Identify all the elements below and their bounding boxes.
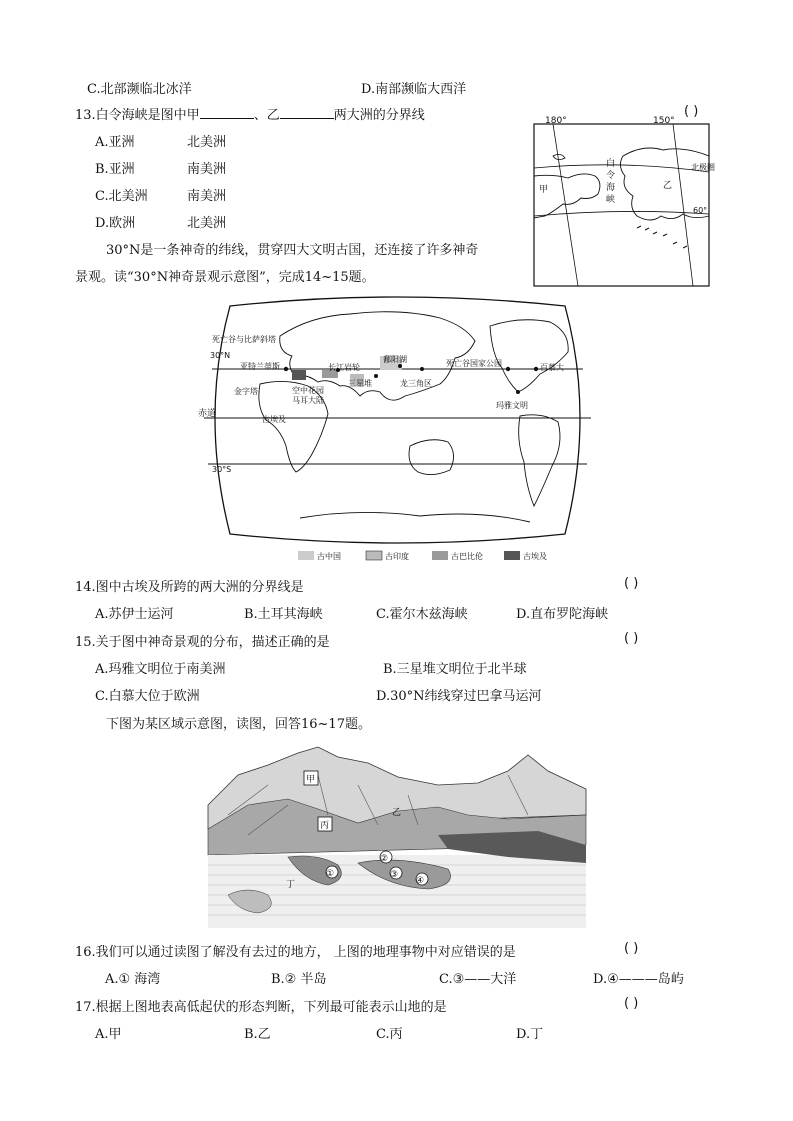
strait-char-2: 令 <box>606 171 616 181</box>
landscape-label-ding: 丁 <box>286 880 296 890</box>
world-30n-map <box>200 296 595 564</box>
q12-option-d: D.南部濒临大西洋 <box>361 82 467 97</box>
bering-strait-map <box>533 116 713 288</box>
legend-india: 古印度 <box>385 552 409 561</box>
map-label-30n: 30°N <box>210 351 231 360</box>
q13-option-a <box>95 131 135 150</box>
map-label-yangtze: 长江岩轮 <box>328 363 360 372</box>
map-label-30s: 30°S <box>212 465 232 474</box>
q16-option-d: D.④———岛屿 <box>593 972 684 987</box>
map-label-poyang: 鄱阳湖 <box>383 355 407 364</box>
q16-option-b: B.② 半岛 <box>271 972 327 987</box>
q14-option-d: D.直布罗陀海峡 <box>516 607 609 622</box>
q14-answer-paren[interactable]: ( ) <box>624 576 639 591</box>
world-map-legend <box>298 549 588 563</box>
map-label-hanging-garden: 空中花园 <box>292 386 324 395</box>
lon-150-label: 150° <box>653 116 675 126</box>
q17-stem: 17.根据上图地表高低起伏的形态判断，下列最可能表示山地的是 <box>75 1000 447 1015</box>
map-label-egypt: 古埃及 <box>262 415 286 424</box>
landscape-label-jia: 甲 <box>306 775 316 785</box>
q16-stem: 16.我们可以通过读图了解没有去过的地方， 上图的地理事物中对应错误的是 <box>75 945 516 960</box>
map-label-yi: 乙 <box>663 181 673 191</box>
q13-blank-1[interactable] <box>200 106 254 119</box>
landscape-label-4: ④ <box>416 876 425 886</box>
strait-char-3: 海 <box>606 183 616 193</box>
landscape-label-2: ② <box>380 854 389 864</box>
legend-babylon: 古巴比伦 <box>451 552 483 561</box>
q13-stem-b: 、乙 <box>253 108 280 123</box>
q14-option-a: A.苏伊士运河 <box>95 607 174 622</box>
legend-china: 古中国 <box>317 552 341 561</box>
q13-option-a-first: A.亚洲 <box>95 135 135 150</box>
strait-char-1: 白 <box>606 159 616 169</box>
q16-option-a: A.① 海湾 <box>105 972 161 987</box>
q14-stem: 14.图中古埃及所跨的两大洲的分界线是 <box>75 580 304 595</box>
q13-blank-2[interactable] <box>280 106 334 119</box>
landscape-label-bing: 丙 <box>320 821 330 831</box>
q17-option-b: B.乙 <box>244 1027 271 1042</box>
q13-stem <box>75 104 425 123</box>
q13-option-c: C.北美洲 <box>95 189 148 204</box>
strait-char-4: 峡 <box>606 195 616 205</box>
map-label-fortress: 马耳大陆 <box>292 396 324 405</box>
q17-option-a: A.甲 <box>95 1027 122 1042</box>
map-label-death-valley-pisa: 死亡谷与比萨斜塔 <box>212 335 276 344</box>
q13-stem-c: 两大洲的分界线 <box>333 108 425 123</box>
lon-180-label: 180° <box>545 116 567 126</box>
q15-option-d: D.30°N纬线穿过巴拿马运河 <box>376 689 542 704</box>
map-label-equator: 赤道 <box>198 409 217 419</box>
intro-30n-line1: 30°N是一条神奇的纬线，贯穿四大文明古国，还连接了许多神奇 <box>106 243 479 258</box>
landscape-label-yi: 乙 <box>392 808 402 818</box>
map-label-atlantis: 亚特兰蒂斯 <box>240 362 280 371</box>
map-label-sanxingdui: 三星堆 <box>348 379 372 388</box>
landscape-label-1: ① <box>326 869 335 879</box>
map-label-maya: 玛雅文明 <box>496 401 528 410</box>
q13-option-b-second: 南美洲 <box>187 162 227 177</box>
q16-answer-paren[interactable]: ( ) <box>624 941 639 956</box>
q15-option-c: C.白慕大位于欧洲 <box>95 689 200 704</box>
q13-option-b: B.亚洲 <box>95 162 135 177</box>
map-label-pyramid: 金字塔 <box>234 387 258 396</box>
map-label-dragon-triangle: 龙三角区 <box>400 379 432 388</box>
q13-option-a-second: 北美洲 <box>187 135 227 150</box>
arctic-circle-label: 北极圈 <box>691 163 715 172</box>
q17-answer-paren[interactable]: ( ) <box>624 996 639 1011</box>
map-label-death-valley-park: 死亡谷国家公园 <box>446 359 502 368</box>
q13-answer-paren[interactable]: ( ) <box>684 104 699 119</box>
q14-option-c: C.霍尔木兹海峡 <box>376 607 468 622</box>
lat-60-label: 60° <box>693 206 708 215</box>
q12-option-c: C.北部濒临北冰洋 <box>87 82 192 97</box>
q13-option-d-second: 北美洲 <box>187 216 227 231</box>
q13-stem-a: 13.白令海峡是图中甲 <box>75 108 200 123</box>
q15-stem: 15.关于图中神奇景观的分布，描述正确的是 <box>75 635 330 650</box>
landscape-diagram <box>208 745 586 928</box>
region-egypt <box>292 370 306 380</box>
intro-30n-line2: 景观。读“30°N神奇景观示意图”，完成14~15题。 <box>75 270 375 285</box>
map-label-jia: 甲 <box>539 185 549 195</box>
intro-16-17: 下图为某区域示意图，读图，回答16~17题。 <box>106 717 371 732</box>
q15-option-a: A.玛雅文明位于南美洲 <box>95 662 226 677</box>
landscape-label-3: ③ <box>390 870 399 880</box>
q16-option-c: C.③——大洋 <box>439 972 517 987</box>
q17-option-d: D.丁 <box>516 1027 544 1042</box>
q15-option-b: B.三星堆文明位于北半球 <box>383 662 527 677</box>
q15-answer-paren[interactable]: ( ) <box>624 631 639 646</box>
q17-option-c: C.丙 <box>376 1027 403 1042</box>
q14-option-b: B.土耳其海峡 <box>244 607 323 622</box>
q13-option-c-second: 南美洲 <box>187 189 227 204</box>
legend-egypt: 古埃及 <box>523 552 547 561</box>
q13-option-d: D.欧洲 <box>95 216 136 231</box>
map-label-bermuda: 百慕大 <box>540 363 564 372</box>
